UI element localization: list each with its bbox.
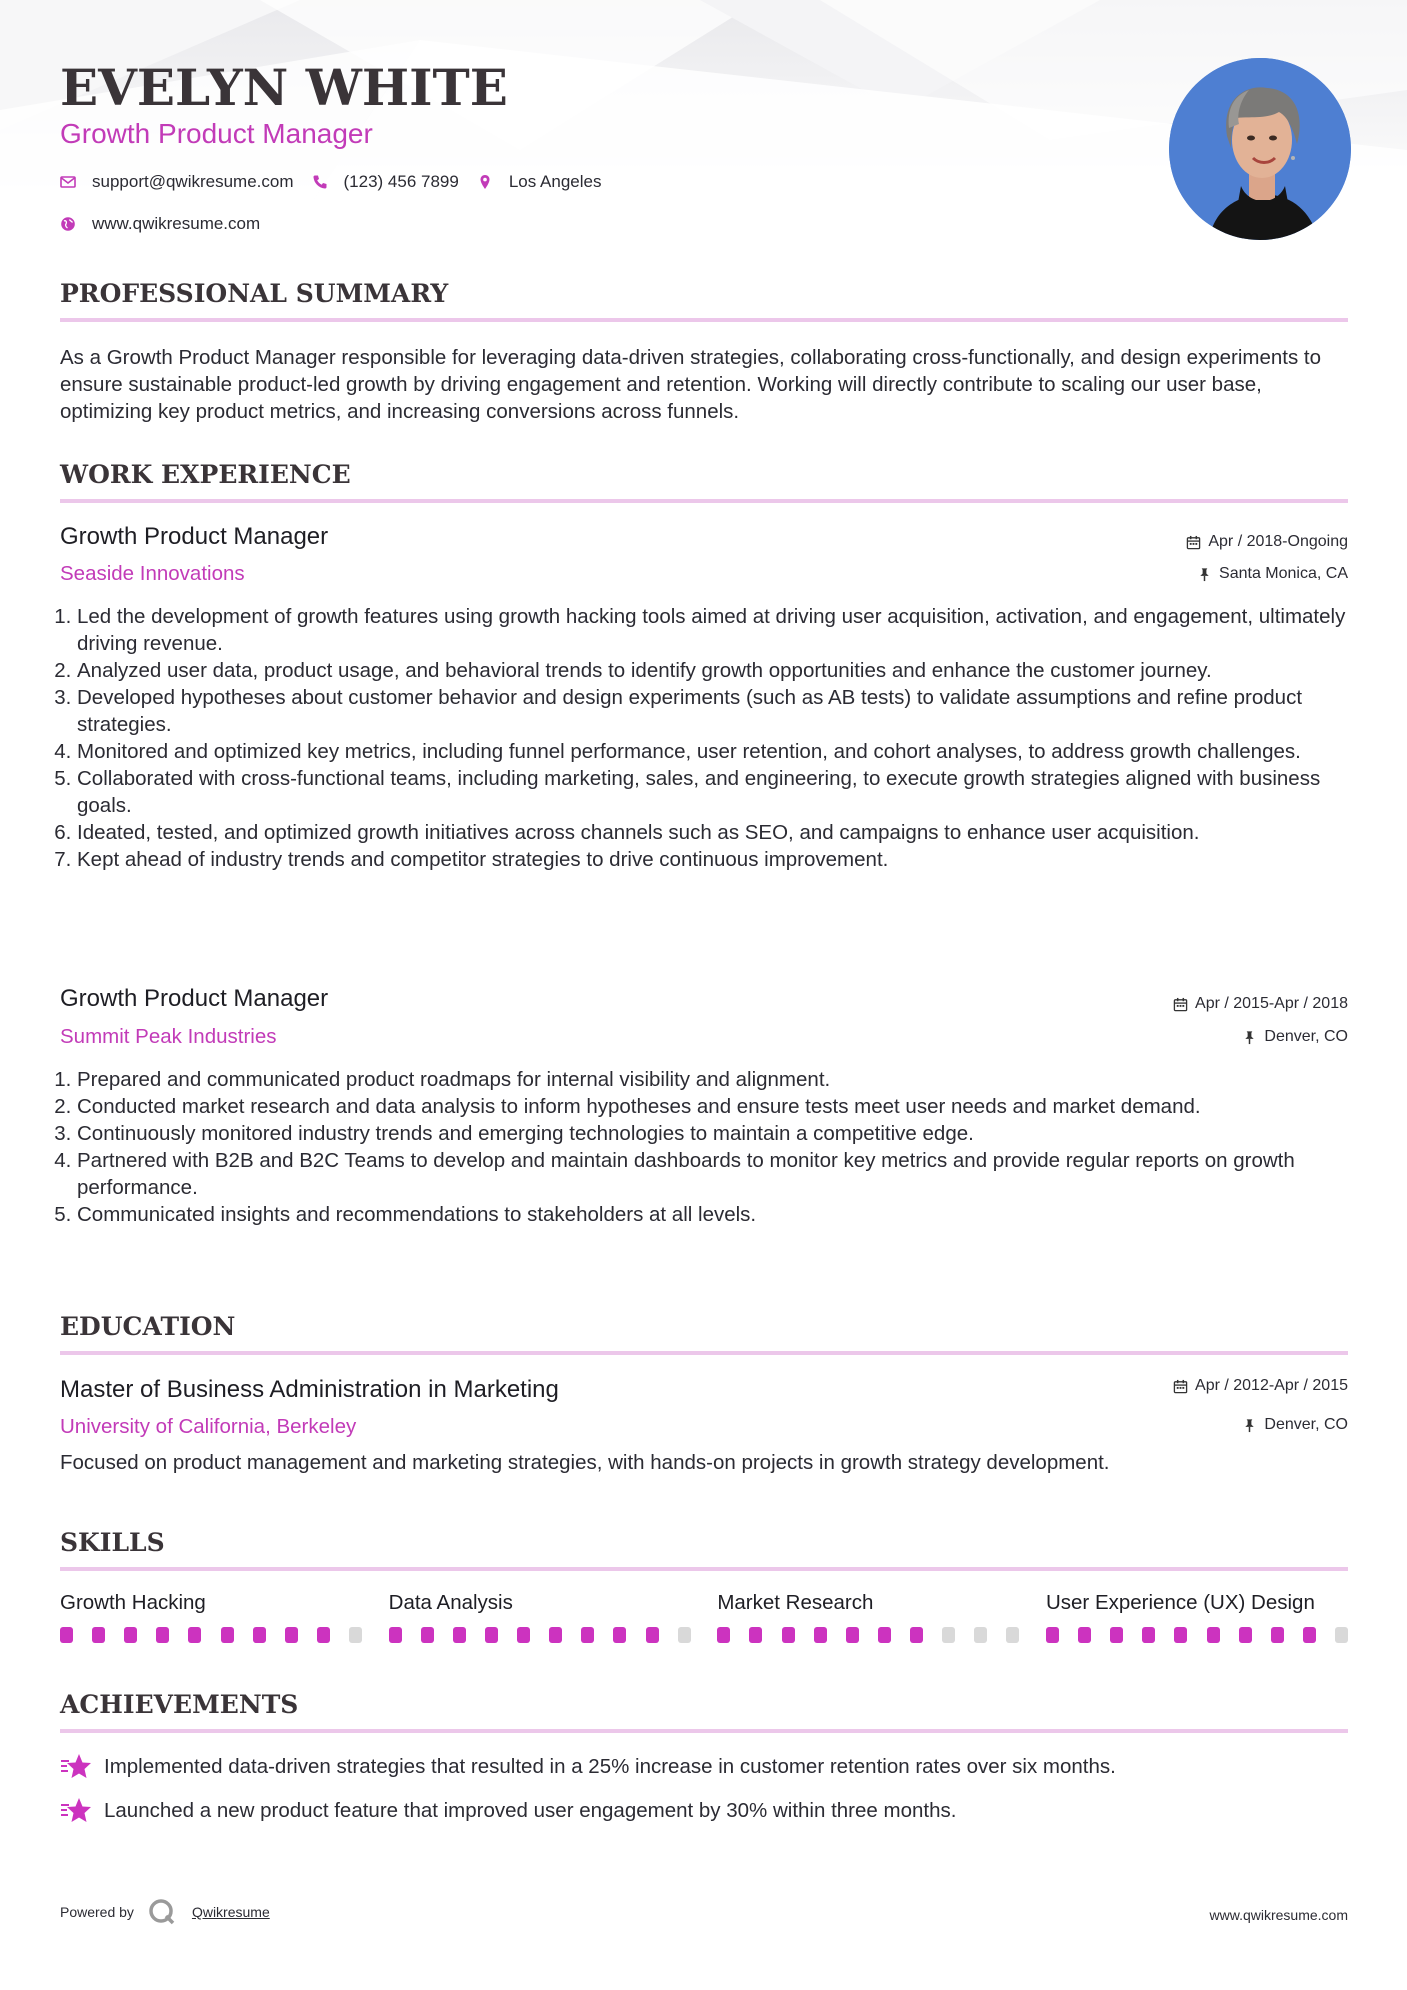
candidate-name: EVELYN WHITE	[60, 58, 508, 117]
rating-dot-empty	[974, 1627, 987, 1643]
skill-item	[1046, 1591, 1348, 1643]
rating-dot-filled	[1207, 1627, 1220, 1643]
rating-dot-filled	[1078, 1627, 1091, 1643]
rating-dot-filled	[221, 1627, 234, 1643]
rating-dot-filled	[1303, 1627, 1316, 1643]
globe-icon	[60, 216, 76, 232]
duties-list	[60, 603, 1365, 873]
pushpin-icon	[1197, 567, 1212, 582]
job-location	[1197, 565, 1348, 583]
education-dates	[1173, 1377, 1348, 1395]
rating-dot-filled	[285, 1627, 298, 1643]
skills-list	[60, 1591, 1348, 1643]
achievement-text: Launched a new product feature that improved user engagement by 30% within three months.	[104, 1799, 957, 1822]
star-badge-icon	[60, 1796, 92, 1826]
duty-item: 7. Kept ahead of industry trends and competitor strategies to drive continuous improvement.	[77, 846, 1365, 873]
calendar-icon	[1173, 1379, 1188, 1394]
skill-rating	[389, 1627, 691, 1643]
education-description: Focused on product management and marketing strategies, with hands-on projects in growth strategy development.	[60, 1451, 1110, 1474]
powered-by-label: Powered by	[60, 1904, 134, 1920]
skill-item	[717, 1591, 1019, 1643]
skill-rating	[717, 1627, 1019, 1643]
rating-dot-filled	[92, 1627, 105, 1643]
skill-item	[60, 1591, 362, 1643]
achievements-heading: ACHIEVEMENTS	[60, 1690, 1348, 1733]
duty-item: 6. Ideated, tested, and optimized growth initiatives across channels such as SEO, and campaigns to enhance user acquisition.	[77, 819, 1365, 846]
candidate-title: Growth Product Manager	[60, 118, 373, 149]
job-dates-text: Apr / 2018-Ongoing	[1208, 533, 1348, 550]
envelope-icon	[60, 174, 76, 190]
job-dates	[1186, 533, 1348, 551]
rating-dot-filled	[1110, 1627, 1123, 1643]
education-dates-text: Apr / 2012-Apr / 2015	[1195, 1377, 1348, 1394]
school-name: University of California, Berkeley	[60, 1415, 357, 1438]
company-name: Seaside Innovations	[60, 562, 245, 585]
phone-text: (123) 456 7899	[343, 172, 459, 191]
duty-item: 1. Prepared and communicated product roadmaps for internal visibility and alignment.	[77, 1066, 1365, 1093]
rating-dot-filled	[1142, 1627, 1155, 1643]
phone-item[interactable]	[312, 172, 459, 192]
duty-item: 3. Developed hypotheses about customer behavior and design experiments (such as AB tests) to validate assumptions and refine product strategies.	[77, 684, 1365, 738]
duty-item: 5. Communicated insights and recommendations to stakeholders at all levels.	[77, 1201, 1365, 1228]
rating-dot-empty	[942, 1627, 955, 1643]
skill-name: Market Research	[717, 1591, 874, 1614]
rating-dot-filled	[389, 1627, 402, 1643]
education-location	[1242, 1416, 1348, 1434]
rating-dot-filled	[317, 1627, 330, 1643]
job-location-text: Santa Monica, CA	[1219, 565, 1348, 582]
calendar-icon	[1173, 997, 1188, 1012]
education-heading: EDUCATION	[60, 1312, 1348, 1355]
location-text: Los Angeles	[508, 172, 602, 191]
rating-dot-filled	[485, 1627, 498, 1643]
skill-name: Growth Hacking	[60, 1591, 206, 1614]
website-text: www.qwikresume.com	[92, 214, 261, 233]
skill-item	[389, 1591, 691, 1643]
rating-dot-empty	[1006, 1627, 1019, 1643]
duties-list	[60, 1066, 1365, 1228]
brand-link[interactable]: Qwikresume	[191, 1904, 270, 1920]
pushpin-icon	[1242, 1418, 1257, 1433]
rating-dot-filled	[717, 1627, 730, 1643]
duty-item: 4. Partnered with B2B and B2C Teams to develop and maintain dashboards to monitor key metrics and provide regular reports on growth performance.	[77, 1147, 1365, 1201]
rating-dot-filled	[581, 1627, 594, 1643]
job-location	[1242, 1028, 1348, 1046]
skill-rating	[60, 1627, 362, 1643]
rating-dot-filled	[878, 1627, 891, 1643]
job-location-text: Denver, CO	[1264, 1028, 1348, 1045]
summary-heading: PROFESSIONAL SUMMARY	[60, 279, 1348, 322]
location-item	[477, 172, 602, 192]
qwikresume-logo-icon	[148, 1898, 176, 1926]
job-title: Growth Product Manager	[60, 523, 329, 550]
footer-powered-by	[60, 1898, 270, 1926]
rating-dot-filled	[421, 1627, 434, 1643]
rating-dot-filled	[846, 1627, 859, 1643]
map-pin-icon	[477, 174, 493, 190]
rating-dot-filled	[1046, 1627, 1059, 1643]
rating-dot-filled	[646, 1627, 659, 1643]
company-name: Summit Peak Industries	[60, 1025, 277, 1048]
email-item[interactable]	[60, 172, 294, 192]
achievement-text: Implemented data-driven strategies that resulted in a 25% increase in customer retention rates over six months.	[104, 1755, 1116, 1778]
rating-dot-filled	[517, 1627, 530, 1643]
duty-item: 5. Collaborated with cross-functional teams, including marketing, sales, and engineering, to execute growth strategies aligned with business goals.	[77, 765, 1365, 819]
rating-dot-filled	[156, 1627, 169, 1643]
job-dates-text: Apr / 2015-Apr / 2018	[1195, 995, 1348, 1012]
rating-dot-empty	[1335, 1627, 1348, 1643]
rating-dot-filled	[613, 1627, 626, 1643]
duty-item: 2. Conducted market research and data analysis to inform hypotheses and ensure tests meet user needs and market demand.	[77, 1093, 1365, 1120]
job-dates	[1173, 995, 1348, 1013]
website-item[interactable]	[60, 214, 260, 234]
duty-item: 2. Analyzed user data, product usage, and behavioral trends to identify growth opportunities and enhance the customer journey.	[77, 657, 1365, 684]
rating-dot-filled	[124, 1627, 137, 1643]
education-location-text: Denver, CO	[1264, 1416, 1348, 1433]
skill-name: User Experience (UX) Design	[1045, 1591, 1315, 1614]
rating-dot-empty	[678, 1627, 691, 1643]
skill-rating	[1046, 1627, 1348, 1643]
profile-photo	[1169, 58, 1351, 240]
rating-dot-filled	[453, 1627, 466, 1643]
rating-dot-filled	[749, 1627, 762, 1643]
email-text: support@qwikresume.com	[92, 172, 294, 191]
rating-dot-filled	[1239, 1627, 1252, 1643]
rating-dot-filled	[782, 1627, 795, 1643]
achievement-item	[60, 1752, 1116, 1782]
footer-url[interactable]: www.qwikresume.com	[1209, 1907, 1348, 1923]
duty-item: 4. Monitored and optimized key metrics, including funnel performance, user retention, and cohort analyses, to address growth challenges.	[77, 738, 1365, 765]
rating-dot-filled	[188, 1627, 201, 1643]
job-title: Growth Product Manager	[60, 985, 329, 1012]
contact-row	[60, 172, 619, 192]
rating-dot-filled	[549, 1627, 562, 1643]
rating-dot-filled	[1174, 1627, 1187, 1643]
star-badge-icon	[60, 1752, 92, 1782]
rating-dot-filled	[814, 1627, 827, 1643]
pushpin-icon	[1242, 1030, 1257, 1045]
rating-dot-filled	[253, 1627, 266, 1643]
skill-name: Data Analysis	[388, 1591, 513, 1614]
phone-icon	[312, 174, 328, 190]
skills-heading: SKILLS	[60, 1528, 1348, 1571]
portrait-illustration	[1169, 58, 1351, 240]
rating-dot-filled	[60, 1627, 73, 1643]
rating-dot-filled	[1271, 1627, 1284, 1643]
calendar-icon	[1186, 535, 1201, 550]
degree-title: Master of Business Administration in Marketing	[60, 1376, 559, 1403]
rating-dot-filled	[910, 1627, 923, 1643]
rating-dot-empty	[349, 1627, 362, 1643]
summary-text: As a Growth Product Manager responsible for leveraging data-driven strategies, collaborating cross-functionally, and design experiments to ensure sustainable product-led growth by driving engagement and retention. Working will directly contribute to scaling our user base, optimizing key product metrics, and increasing conversions across funnels.	[60, 346, 1322, 423]
experience-heading: WORK EXPERIENCE	[60, 460, 1348, 503]
duty-item: 1. Led the development of growth features using growth hacking tools aimed at driving user acquisition, activation, and engagement, ultimately driving revenue.	[77, 603, 1365, 657]
achievement-item	[60, 1796, 956, 1826]
duty-item: 3. Continuously monitored industry trends and emerging technologies to maintain a competitive edge.	[77, 1120, 1365, 1147]
website-row	[60, 214, 278, 234]
